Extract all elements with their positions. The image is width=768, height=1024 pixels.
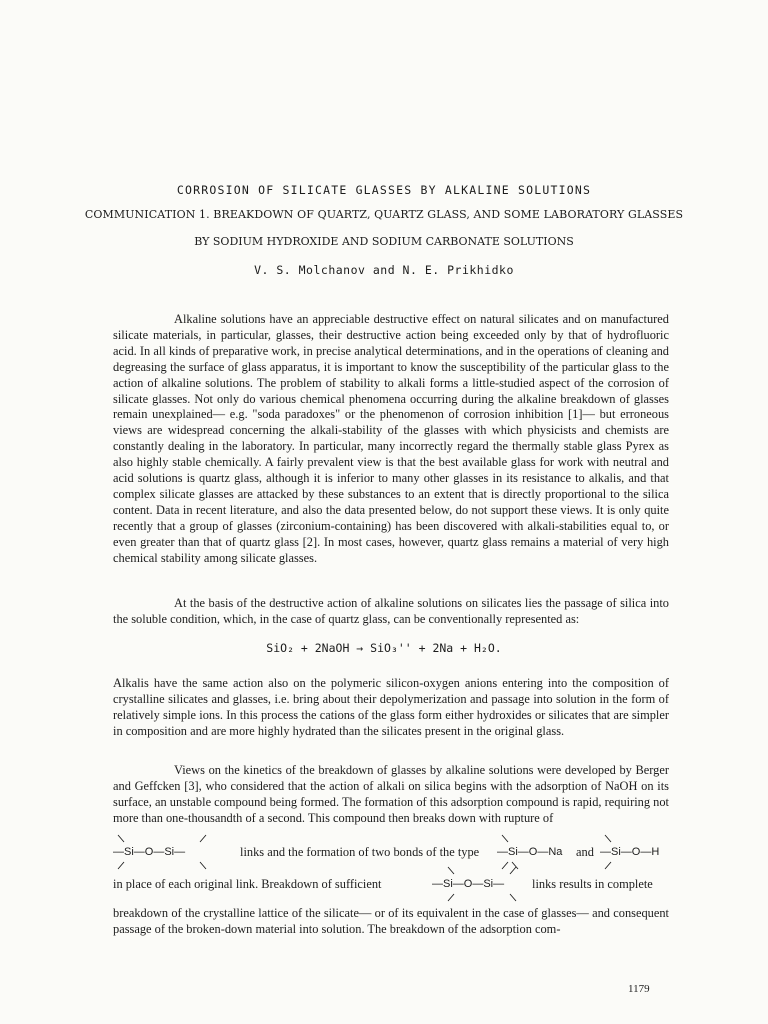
- authors: V. S. Molchanov and N. E. Prikhidko: [254, 263, 514, 277]
- text-results-complete: links results in complete: [532, 877, 653, 891]
- page-number: 1179: [628, 983, 650, 995]
- formula-silanol: —Si—O—H: [600, 846, 660, 858]
- article-subtitle-line2: BY SODIUM HYDROXIDE AND SODIUM CARBONATE SOLUTIONS: [194, 235, 574, 248]
- formula-siloxane-link-2: —Si—O—Si—: [432, 878, 505, 890]
- article-title: CORROSION OF SILICATE GLASSES BY ALKALINE SOLUTIONS: [176, 183, 592, 197]
- paragraph-lattice-breakdown: breakdown of the crystalline lattice of the silicate— or of its equivalent in the case of glasses— and consequent passage of the broken-down material into solution. The breakdown of the adsorption com-: [113, 906, 669, 936]
- text-in-place: in place of each original link. Breakdown of sufficient: [113, 877, 382, 891]
- formula-siloxane-link: —Si—O—Si—: [113, 846, 186, 858]
- equation-silica-dissolution: SiO₂ + 2NaOH → SiO₃'' + 2Na + H₂O.: [266, 641, 502, 655]
- paragraph-intro: Alkaline solutions have an appreciable destructive effect on natural silicates and on manufactured silicate materials, in particular, glasses, their destructive action being exceeded only by that of hydrofluoric acid. In all kinds of preparative work, in precise analytical determinations, and in the operations of cleaning and degreasing the surface of glass apparatus, it is important to know the susceptibility of the particular glass to the action of alkaline solutions. The problem of stability to alkali forms a little-studied aspect of the corrosion of silicate glasses. Not only do various chemical phenomena occurring during the alkaline breakdown of glasses remain unexplained— e.g. "soda paradoxes" or the phenomenon of corrosion inhibition [1]— but erroneous views are widespread concerning the alkali-stability of the glasses with which physicists and chemists are constantly dealing in the laboratory. In particular, many incorrectly regard the thermally stable glass Pyrex as also highly stable chemically. A fairly prevalent view is that the best available glass for work with neutral and acid solutions is quartz glass, although it is inferior to many other glasses in its resistance to alkalis, and that complex silicate glasses are attacked by these substances to an extent that is directly proportional to the silica content. Data in recent literature, and also the data presented below, do not support these views. It is only quite recently that a group of glasses (zirconium-containing) has been discovered with alkali-stabilities equal to, or even greater than that of quartz glass [2]. In most cases, however, quartz glass remains a material of very high chemical stability among silicate glasses.: [113, 312, 669, 565]
- text-and: and: [576, 845, 594, 859]
- paragraph-reaction-basis: At the basis of the destructive action of alkaline solutions on silicates lies the passage of silica into the soluble condition, which, in the case of quartz glass, can be conventionally represented as:: [113, 596, 669, 626]
- formula-silanolate: —Si—O—Na: [497, 846, 563, 858]
- paragraph-depolymerization: Alkalis have the same action also on the polymeric silicon-oxygen anions entering into the composition of crystalline silicates and glasses, i.e. bring about their depolymerization and passage into solution in the form of relatively simple ions. In this process the cations of the glass form either hydroxides or silicates that are simpler in composition and are more highly hydrated than the silicates present in the original glass.: [113, 676, 669, 738]
- text-links-formation: links and the formation of two bonds of the type: [240, 845, 480, 859]
- article-subtitle-line1: COMMUNICATION 1. BREAKDOWN OF QUARTZ, QUARTZ GLASS, AND SOME LABORATORY GLASSES: [84, 208, 684, 221]
- paragraph-kinetics: Views on the kinetics of the breakdown of glasses by alkaline solutions were developed by Berger and Geffcken [3], who considered that the action of alkali on silica begins with the adsorption of NaOH on its surface, an unstable compound being formed. The formation of this adsorption compound is rapid, requiring not more than one-thousandth of a second. This compound then breaks down with rupture of: [113, 763, 669, 825]
